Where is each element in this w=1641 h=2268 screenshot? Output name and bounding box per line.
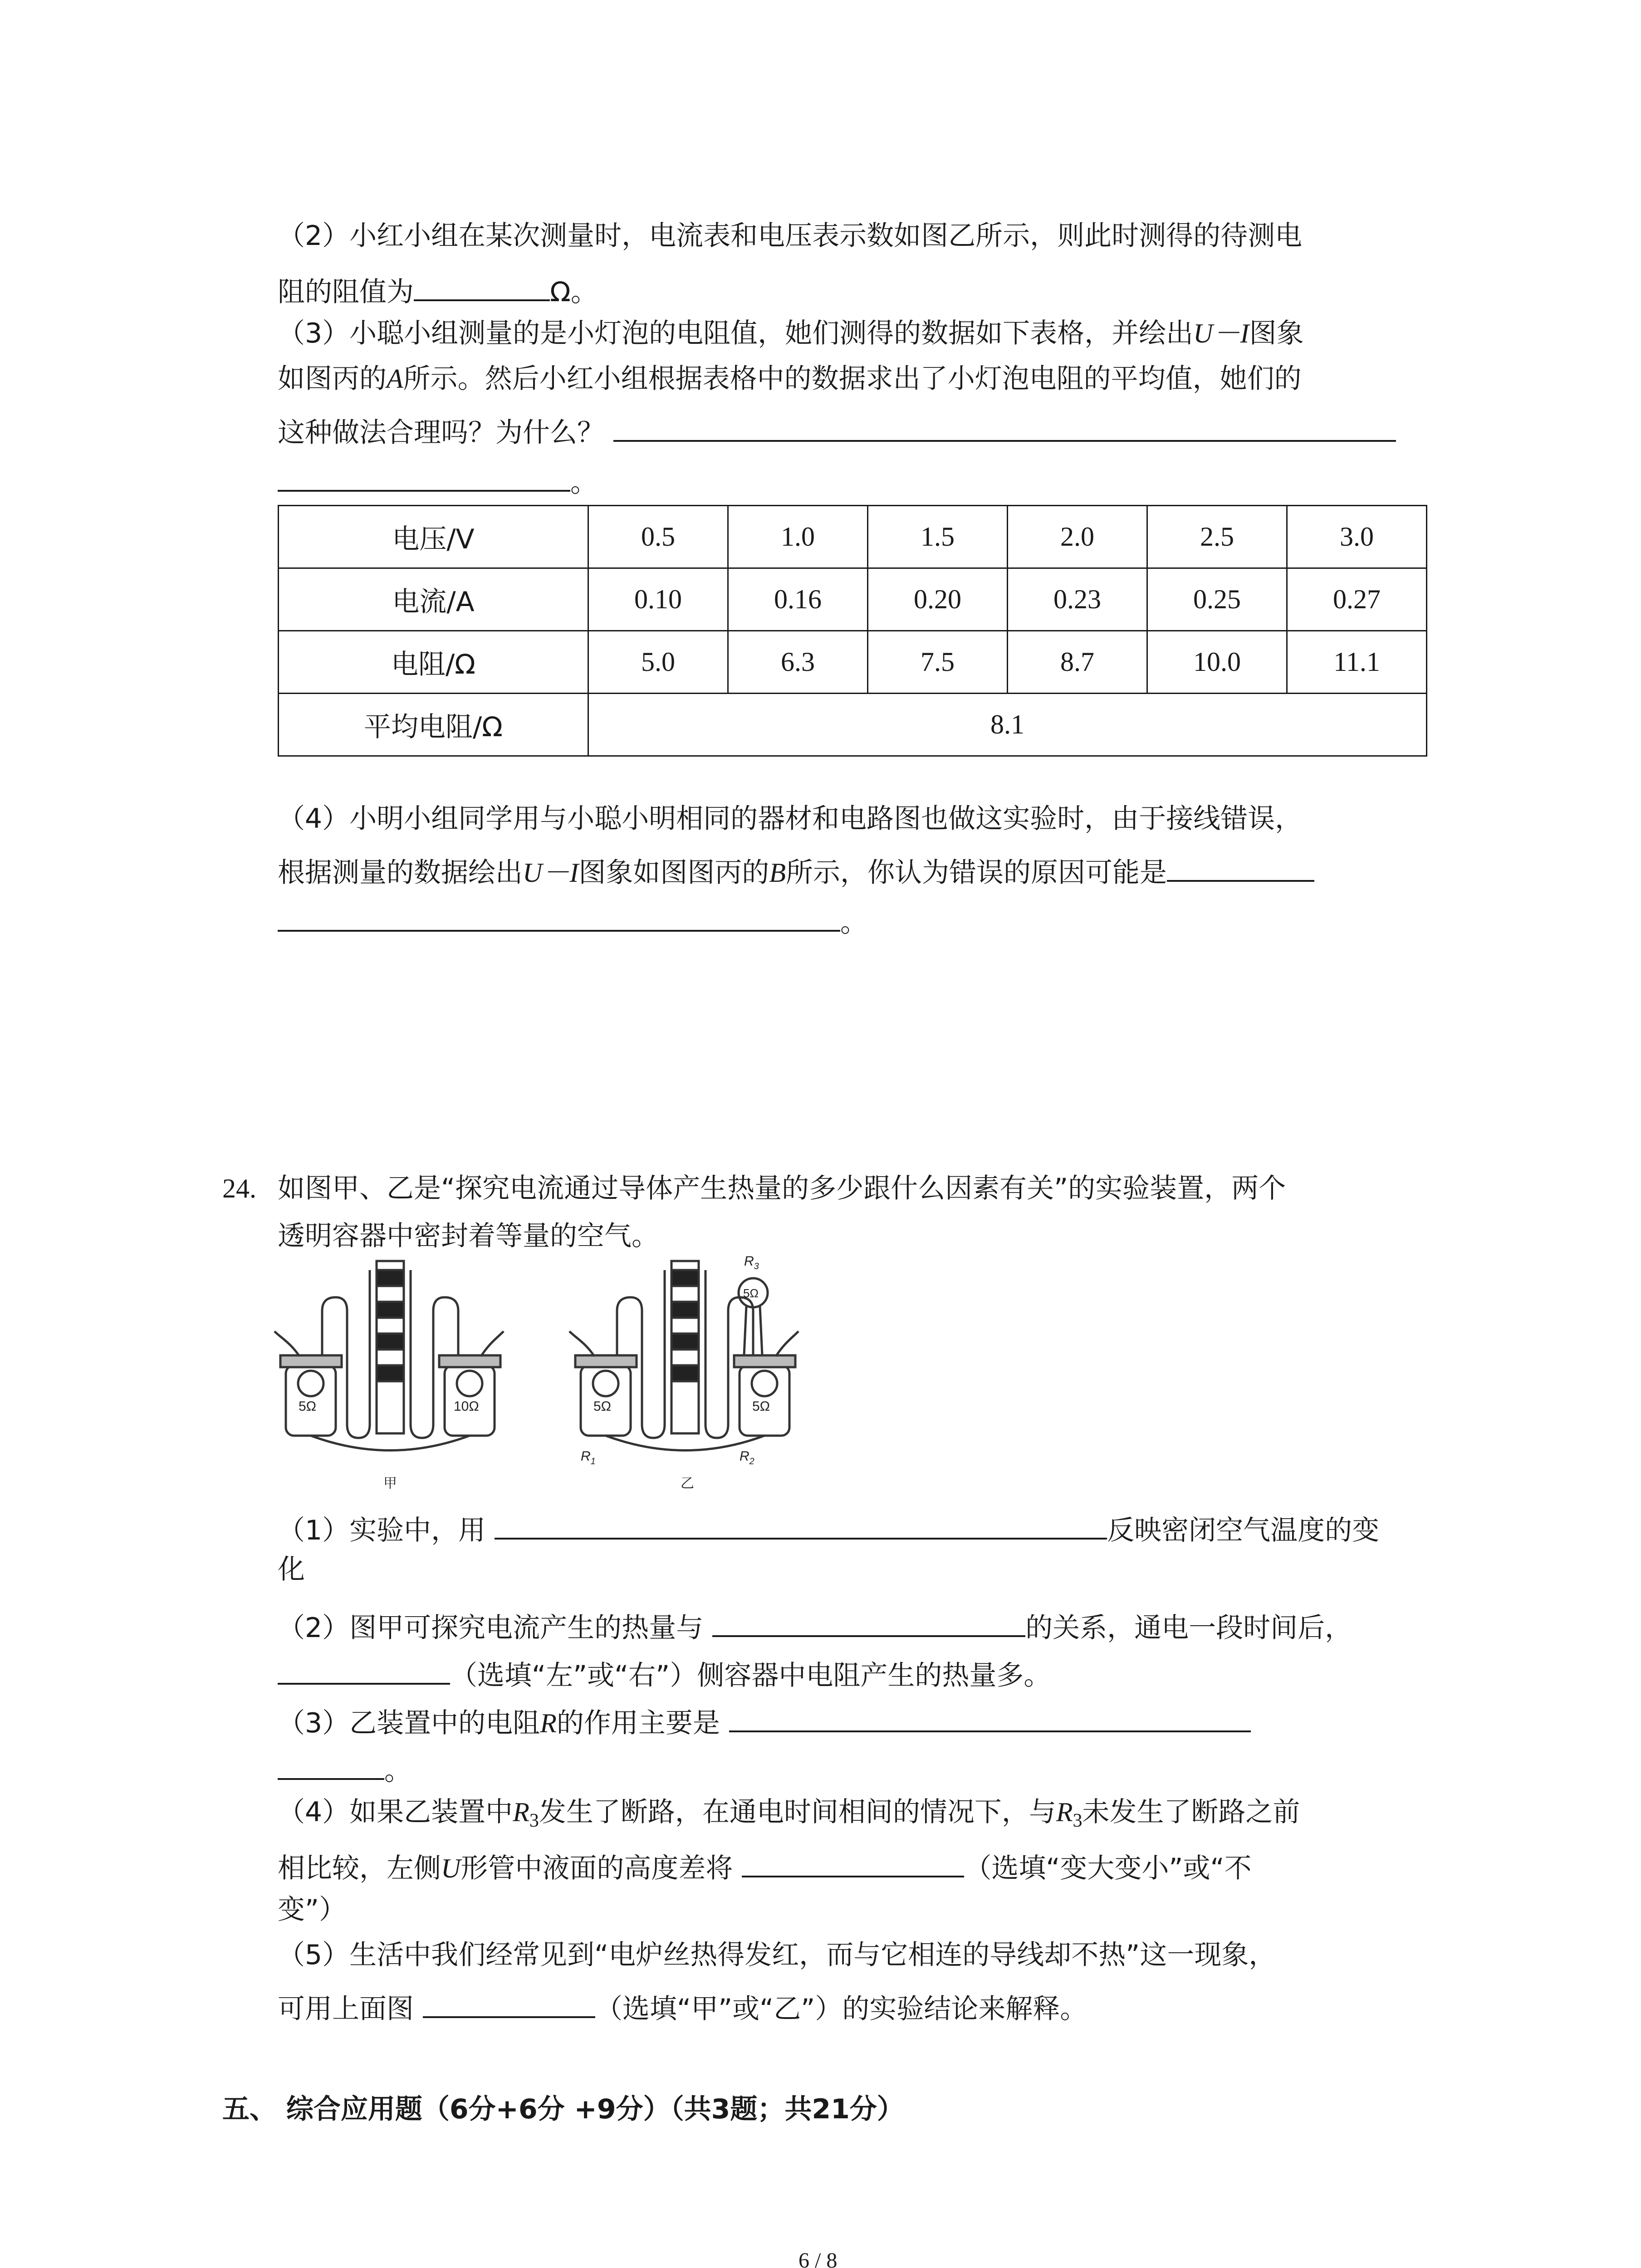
heating-resistor-jia-right xyxy=(457,1371,482,1396)
yi-r3-res-label: 5Ω xyxy=(743,1286,759,1300)
q24-s2-line2 xyxy=(278,1656,1051,1689)
data-table xyxy=(278,505,1427,757)
resistance-cell: 5.0 xyxy=(588,631,728,694)
q24-s4-u: U xyxy=(441,1853,461,1883)
q23-part2-unit: Ω。 xyxy=(550,276,598,308)
q24-s4-suffix: 未发生了断路之前 xyxy=(1082,1796,1300,1828)
row-header-resistance: 电阻/Ω xyxy=(279,631,588,694)
q24-number: 24. xyxy=(222,1173,256,1203)
q24-intro-line2: 透明容器中密封着等量的空气。 xyxy=(278,1220,659,1252)
current-cell: 0.25 xyxy=(1147,568,1287,631)
q24-s3-suffix: 的作用主要是 xyxy=(556,1707,720,1739)
jia-left-res-label: 5Ω xyxy=(299,1399,317,1414)
q24-s1-suffix: 反映密闭空气温度的变 xyxy=(1107,1515,1380,1546)
section-5-heading: 五、 综合应用题（6分+6分 +9分）（共3题；共21分） xyxy=(222,2093,904,2125)
q23-part3-line3 xyxy=(278,413,1396,449)
current-cell: 0.20 xyxy=(868,568,1008,631)
q23-part4-prefix: 根据测量的数据绘出 xyxy=(278,857,523,889)
current-cell: 0.10 xyxy=(588,568,728,631)
q24-s1-line1 xyxy=(278,1510,1379,1544)
u-tube-right-jia xyxy=(411,1270,458,1438)
apparatus-jia xyxy=(274,1261,504,1451)
q23-curve-b-label: B xyxy=(769,858,786,888)
yi-right-res-label: 5Ω xyxy=(752,1399,770,1414)
q23-part4-suffix: 所示，你认为错误的原因可能是 xyxy=(785,857,1167,889)
connecting-wire-yi xyxy=(606,1436,764,1451)
table-row-current xyxy=(279,568,1427,631)
page-number: 6 / 8 xyxy=(798,2248,838,2268)
q23-part4-line1: （4）小明小组同学用与小聪小明相同的器材和电路图也做这实验时，由于接线错误， xyxy=(278,803,1303,835)
voltage-cell: 3.0 xyxy=(1287,506,1427,568)
q23-part3-question: 这种做法合理吗？为什么？ xyxy=(278,417,604,449)
q24-s2-blank-2[interactable] xyxy=(278,1656,450,1685)
q23-part4-mid: 图象如图图丙的 xyxy=(578,857,769,889)
q24-s2-line2-text: （选填“左”或“右”）侧容器中电阻产生的热量多。 xyxy=(450,1660,1051,1691)
q23-part3-prefix: （3）小聪小组测量的是小灯泡的电阻值，她们测得的数据如下表格，并绘出 xyxy=(278,318,1194,349)
jia-caption: 甲 xyxy=(383,1476,397,1491)
q24-s3-end: 。 xyxy=(384,1755,411,1787)
yi-r1-label: $R_1$ xyxy=(581,1449,596,1466)
average-cell: 8.1 xyxy=(588,694,1427,756)
apparatus-figure xyxy=(272,1252,817,1506)
table-row-average xyxy=(279,694,1427,756)
q24-s2-suffix: 的关系，通电一段时间后， xyxy=(1025,1612,1352,1644)
q23-reason-blank-2[interactable] xyxy=(278,463,570,492)
q24-s4-line2 xyxy=(278,1848,1252,1882)
yi-r2-label: $R_2$ xyxy=(740,1449,754,1466)
q24-s3-blank-2[interactable] xyxy=(278,1751,384,1780)
voltage-cell: 2.0 xyxy=(1008,506,1147,568)
q24-s4-line1 xyxy=(278,1796,1300,1831)
q24-s5-suffix: （选填“甲”或“乙”）的实验结论来解释。 xyxy=(595,1993,1087,2025)
q23-part3-suffix: 图象 xyxy=(1249,318,1304,349)
q23-reason-blank-1[interactable] xyxy=(613,413,1396,442)
q24-s5-blank[interactable] xyxy=(423,1989,595,2018)
yi-caption: 乙 xyxy=(681,1476,694,1491)
q23-part2-line2 xyxy=(278,272,598,306)
heating-resistor-jia-left xyxy=(298,1371,323,1396)
current-cell: 0.23 xyxy=(1008,568,1147,631)
voltage-cell: 0.5 xyxy=(588,506,728,568)
q23-error-blank-1[interactable] xyxy=(1167,853,1314,882)
q24-s4-blank[interactable] xyxy=(742,1848,964,1877)
q23-part4-line3 xyxy=(278,903,867,936)
lead-wire xyxy=(274,1331,299,1356)
q24-s4-line3: 变”） xyxy=(278,1894,347,1926)
container-lid-jia-left xyxy=(280,1355,342,1367)
resistance-cell: 11.1 xyxy=(1287,631,1427,694)
q23-part3-end: 。 xyxy=(570,467,598,499)
lead-wire xyxy=(569,1331,594,1356)
voltage-cell: 1.5 xyxy=(868,506,1008,568)
q23-part3-line2 xyxy=(278,363,1302,395)
q24-s1-prefix: （1）实验中，用 xyxy=(278,1515,486,1546)
q24-s3-prefix: （3）乙装置中的电阻 xyxy=(278,1707,540,1739)
resistance-cell: 6.3 xyxy=(728,631,868,694)
u-tube-left-jia xyxy=(322,1270,370,1438)
q24-s2-prefix: （2）图甲可探究电流产生的热量与 xyxy=(278,1612,704,1644)
resistance-cell: 10.0 xyxy=(1147,631,1287,694)
q23-part3-line1 xyxy=(278,320,1303,347)
q23-part2-prefix: 阻的阻值为 xyxy=(278,276,414,308)
q23-part3-line2-prefix: 如图丙的 xyxy=(278,363,387,395)
q23-error-blank-2[interactable] xyxy=(278,903,840,932)
row-header-voltage: 电压/V xyxy=(279,506,588,568)
yi-r3-label: $R_3$ xyxy=(744,1254,759,1271)
jia-right-res-label: 10Ω xyxy=(454,1399,479,1414)
voltage-cell: 2.5 xyxy=(1147,506,1287,568)
q24-s5-line2 xyxy=(278,1989,1087,2023)
q23-resistance-blank[interactable] xyxy=(414,272,550,301)
yi-left-res-label: 5Ω xyxy=(593,1399,612,1414)
q24-s1-blank[interactable] xyxy=(495,1510,1107,1540)
q24-s3-blank-1[interactable] xyxy=(729,1703,1251,1732)
row-header-average: 平均电阻/Ω xyxy=(279,694,588,756)
row-header-current: 电流/A xyxy=(279,568,588,631)
q23-part3-line2-suffix: 所示。然后小红小组根据表格中的数据求出了小灯泡电阻的平均值，她们的 xyxy=(403,363,1302,395)
q23-part4-ui-label: U－I xyxy=(523,858,579,888)
q24-s2-line1 xyxy=(278,1608,1352,1642)
q23-part4-line2 xyxy=(278,853,1314,889)
q24-s1-line2: 化 xyxy=(278,1554,305,1585)
q24-s4-line2-prefix: 相比较，左侧 xyxy=(278,1853,441,1884)
connecting-wire-jia xyxy=(311,1436,470,1451)
q24-s4-r3-second: $R_3$ xyxy=(1056,1797,1083,1831)
q24-s5-line1: （5）生活中我们经常见到“电炉丝热得发红，而与它相连的导线却不热”这一现象， xyxy=(278,1939,1276,1971)
q24-s3-line2 xyxy=(278,1751,411,1787)
q24-s5-prefix: 可用上面图 xyxy=(278,1993,414,2025)
voltage-cell: 1.0 xyxy=(728,506,868,568)
current-cell: 0.27 xyxy=(1287,568,1427,631)
q23-part2-line1: （2）小红小组在某次测量时，电流表和电压表示数如图乙所示，则此时测得的待测电 xyxy=(278,220,1303,252)
heating-resistor-yi-right xyxy=(752,1371,777,1396)
table-row-voltage xyxy=(279,506,1427,568)
q24-s3-r: R xyxy=(540,1708,557,1738)
current-cell: 0.16 xyxy=(728,568,868,631)
q24-intro-line1: 如图甲、乙是“探究电流通过导体产生热量的多少跟什么因素有关”的实验装置，两个 xyxy=(278,1173,1286,1204)
lead-wire xyxy=(481,1331,504,1356)
q24-s2-blank-1[interactable] xyxy=(712,1608,1025,1637)
q24-s3-line1 xyxy=(278,1703,1251,1737)
heating-resistor-yi-left xyxy=(593,1371,618,1396)
container-lid-jia-right xyxy=(439,1355,500,1367)
q23-part4-end: 。 xyxy=(840,907,867,938)
q24-s4-line2-suffix: （选填“变大变小”或“不 xyxy=(964,1853,1252,1884)
resistance-cell: 8.7 xyxy=(1008,631,1147,694)
q23-part3-line4 xyxy=(278,463,598,499)
q24-s4-mid: 发生了断路，在通电时间相间的情况下，与 xyxy=(539,1796,1056,1828)
q24-s4-r3: $R_3$ xyxy=(513,1797,539,1831)
q24-s4-prefix: （4）如果乙装置中 xyxy=(278,1796,513,1828)
q23-curve-a-label: A xyxy=(387,364,403,394)
table-row-resistance xyxy=(279,631,1427,694)
lead-wire xyxy=(776,1331,798,1356)
resistance-cell: 7.5 xyxy=(868,631,1008,694)
apparatus-yi xyxy=(569,1261,798,1451)
q24-s4-line2-mid: 形管中液面的高度差将 xyxy=(460,1853,733,1884)
q23-ui-label: U－I xyxy=(1193,318,1249,348)
